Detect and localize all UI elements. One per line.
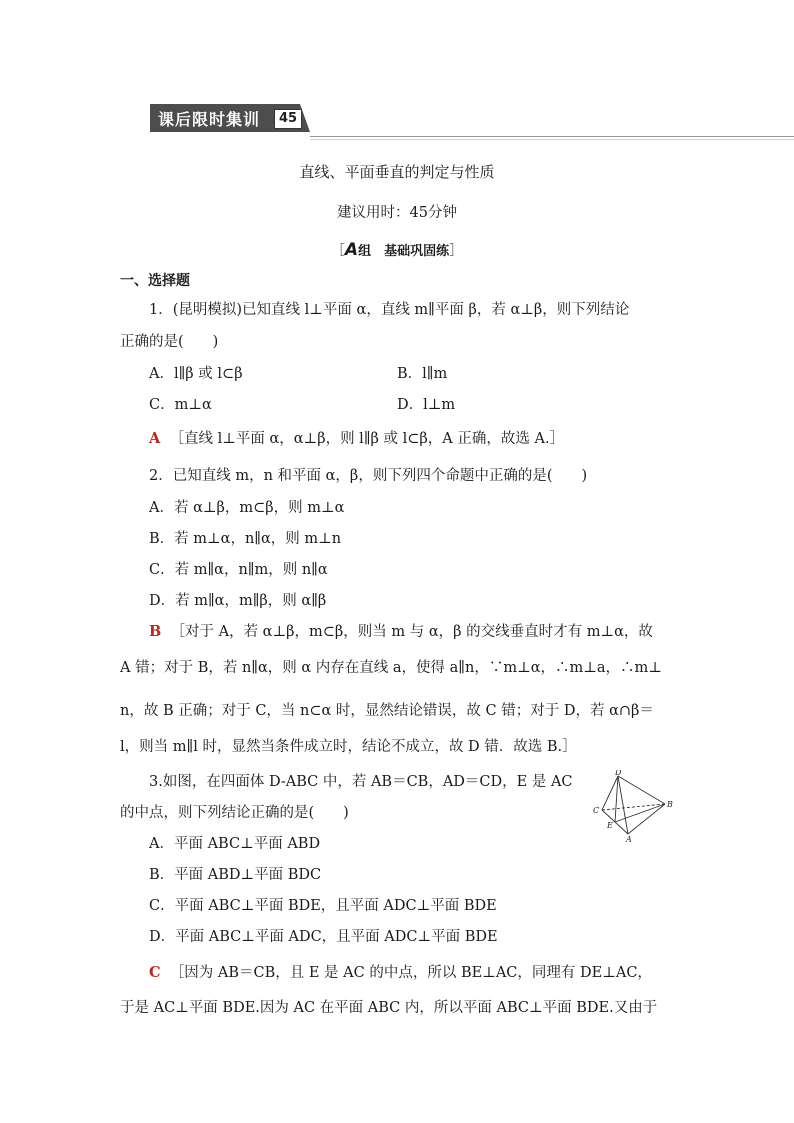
label-b: B xyxy=(667,800,673,809)
edge-ab xyxy=(628,804,665,834)
label-c: C xyxy=(593,806,600,815)
group-bracket-close: ］ xyxy=(449,243,464,259)
q2-answer-letter: B xyxy=(149,623,162,640)
q1-stem-line2: 正确的是( ) xyxy=(120,334,219,350)
edge-da xyxy=(618,776,628,834)
q1-answer-text: ［直线 l⊥平面 α，α⊥β，则 l∥β 或 l⊂β，A 正确，故选 A.］ xyxy=(169,431,565,447)
q2-answer-line1 xyxy=(149,622,653,642)
q1-option-b: B．l∥m xyxy=(397,366,448,382)
section-heading: 一、选择题 xyxy=(120,273,190,289)
label-d: D xyxy=(615,770,622,777)
banner-label: 课后限时集训 xyxy=(158,110,261,129)
q3-option-c: C．平面 ABC⊥平面 BDE，且平面 ADC⊥平面 BDE xyxy=(149,898,497,914)
q2-answer-text-1: ［对于 A，若 α⊥β，m⊂β，则当 m 与 α，β 的交线垂直时才有 m⊥α，故 xyxy=(170,624,653,640)
edge-de xyxy=(615,776,618,822)
q3-option-a: A．平面 ABC⊥平面 ABD xyxy=(149,836,321,852)
suggested-time: 建议用时：45分钟 xyxy=(337,205,457,221)
q1-answer xyxy=(149,429,564,449)
page-title: 直线、平面垂直的判定与性质 xyxy=(299,163,495,181)
q1-option-c: C．m⊥α xyxy=(149,397,212,413)
banner-rule xyxy=(310,136,794,137)
edge-dc xyxy=(602,776,618,810)
q3-stem-line1: 3.如图，在四面体 D-ABC 中，若 AB＝CB，AD＝CD，E 是 AC xyxy=(149,774,573,790)
q1-option-a: A．l∥β 或 l⊂β xyxy=(149,366,243,382)
edge-eb xyxy=(615,804,665,822)
group-label: 组 基础巩固练 xyxy=(358,244,450,259)
q3-stem-line2: 的中点，则下列结论正确的是( ) xyxy=(120,805,349,821)
q2-answer-line3: n，故 B 正确；对于 C，当 n⊂α 时，显然结论错误，故 C 错；对于 D，若 α∩β＝ xyxy=(120,703,654,719)
group-bracket-open: ［ xyxy=(330,243,345,259)
q3-option-d: D．平面 ABC⊥平面 ADC，且平面 ADC⊥平面 BDE xyxy=(149,929,498,945)
q2-option-c: C．若 m∥α，n∥m，则 n∥α xyxy=(149,562,328,578)
q3-option-b: B．平面 ABD⊥平面 BDC xyxy=(149,867,322,883)
label-e: E xyxy=(607,821,613,830)
q1-answer-letter: A xyxy=(149,430,161,447)
q2-option-b: B．若 m⊥α，n∥α，则 m⊥n xyxy=(149,531,342,547)
group-letter: A xyxy=(344,240,359,260)
q3-answer-line1 xyxy=(149,963,652,983)
banner-rule-light xyxy=(310,139,794,140)
q2-option-d: D．若 m∥α，m∥β，则 α∥β xyxy=(149,593,327,609)
q2-option-a: A．若 α⊥β，m⊂β，则 m⊥α xyxy=(149,500,345,516)
q3-answer-text-1: ［因为 AB＝CB，且 E 是 AC 的中点，所以 BE⊥AC，同理有 DE⊥AC， xyxy=(169,965,652,981)
q3-answer-line2: 于是 AC⊥平面 BDE.因为 AC 在平面 ABC 内，所以平面 ABC⊥平面 BDE.又由于 xyxy=(120,1000,658,1016)
q2-answer-line4: l，则当 m∥l 时，显然当条件成立时，结论不成立，故 D 错．故选 B.］ xyxy=(120,739,577,755)
group-heading xyxy=(0,240,794,260)
tetrahedron-figure xyxy=(588,770,688,842)
q2-answer-line2: A 错；对于 B，若 n∥α，则 α 内存在直线 a，使得 a∥n，∵m⊥α，∴m⊥a，∴m⊥ xyxy=(120,660,662,676)
label-a: A xyxy=(626,835,632,842)
edge-db xyxy=(618,776,665,804)
q1-stem-line1: 1．(昆明模拟)已知直线 l⊥平面 α，直线 m∥平面 β，若 α⊥β，则下列结论 xyxy=(149,302,630,318)
q1-option-d: D．l⊥m xyxy=(397,397,456,413)
q3-answer-letter: C xyxy=(149,964,161,981)
banner-number: 45 xyxy=(274,109,302,129)
q2-stem: 2．已知直线 m，n 和平面 α，β，则下列四个命题中正确的是( ) xyxy=(149,468,588,484)
